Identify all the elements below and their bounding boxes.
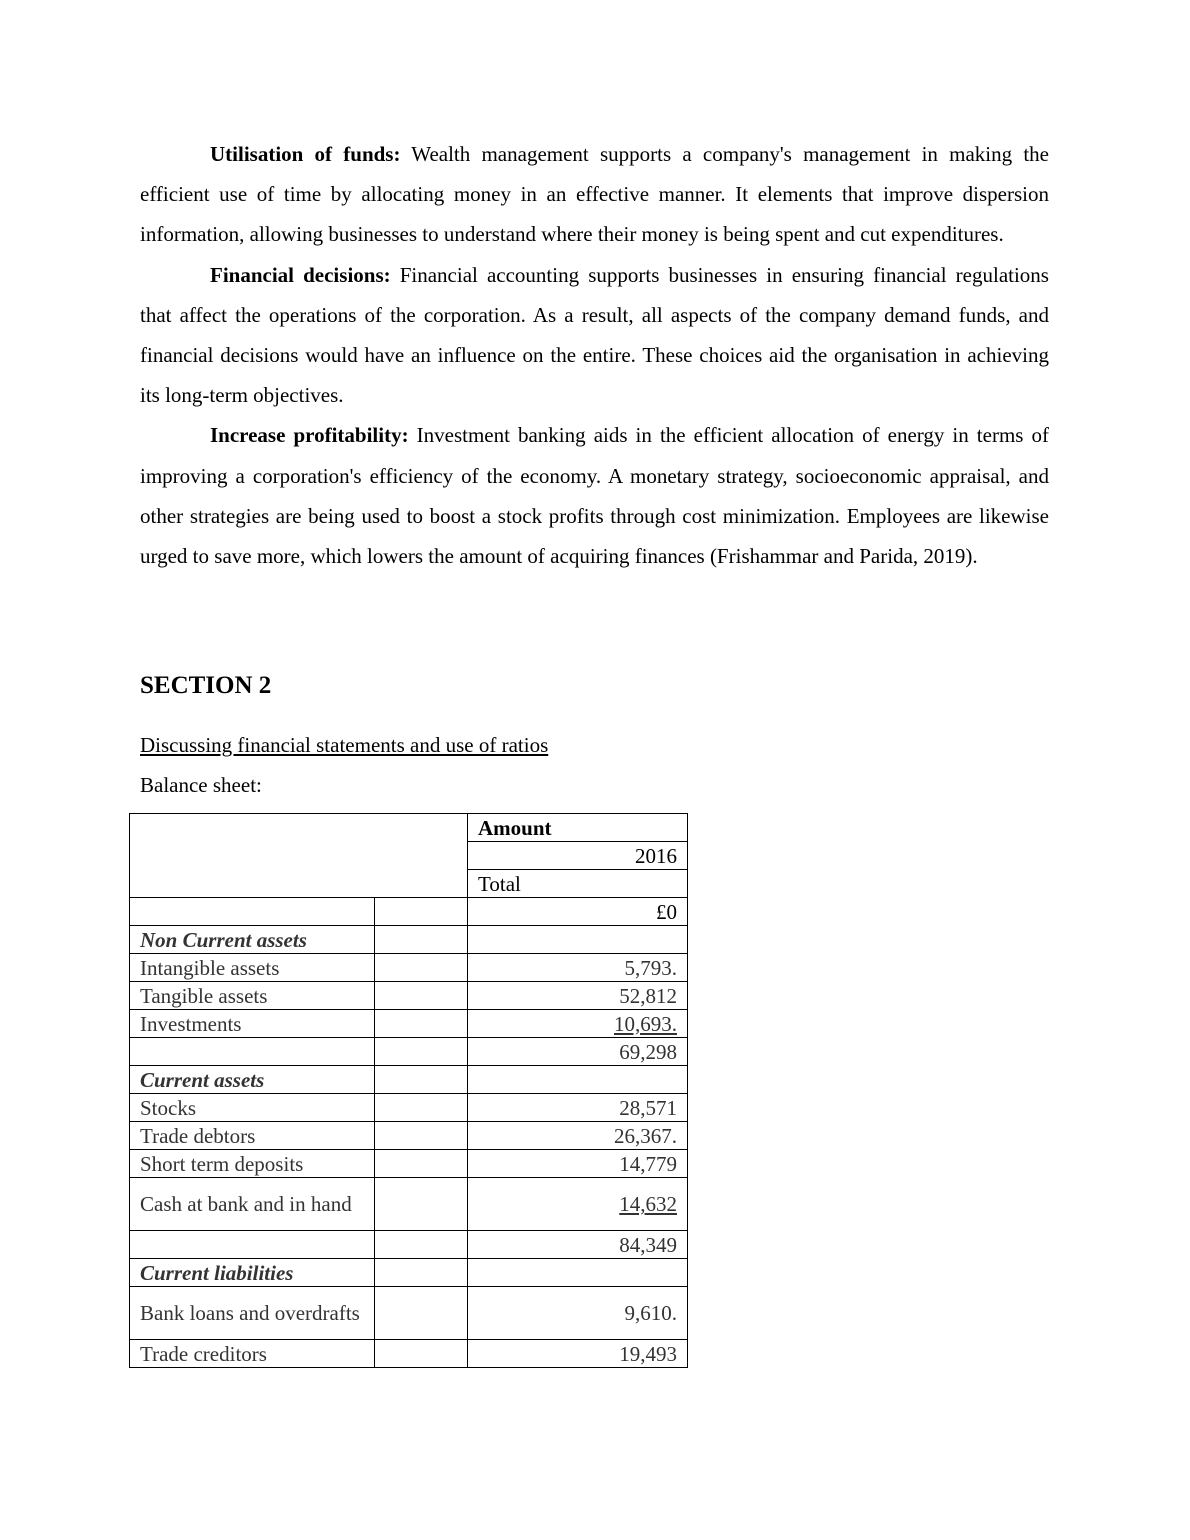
value-cell (468, 926, 688, 954)
section-heading: SECTION 2 (140, 672, 272, 699)
paragraph-text: Wealth management supports a company's management in making the efficient use of time by allocating money in an effective manner. It elements that improve dispersion information, allowing businesses to understand where their money is being spent and cut expenditures. (140, 142, 1049, 247)
category-label-cell: Non Current assets (130, 926, 375, 954)
table-row (130, 1231, 688, 1259)
blank-cell (375, 1038, 468, 1066)
blank-cell (375, 1259, 468, 1287)
value-cell (468, 1340, 688, 1368)
value-text: 5,793. (624, 955, 677, 980)
label-cell: Trade debtors (130, 1122, 375, 1150)
table-row (130, 1122, 688, 1150)
blank-cell (375, 1150, 468, 1178)
body-text (140, 134, 1049, 576)
year-header: 2016 (468, 842, 688, 870)
value-cell (468, 1122, 688, 1150)
paragraph-increase-profitability (140, 415, 1049, 576)
label-cell: Intangible assets (130, 954, 375, 982)
blank-cell (375, 1231, 468, 1259)
value-text: 19,493 (619, 1341, 677, 1366)
subheading: Discussing financial statements and use of ratios (140, 733, 549, 757)
label-cell: Bank loans and overdrafts (130, 1287, 375, 1340)
value-cell (468, 1287, 688, 1340)
table-row (130, 898, 688, 926)
category-label-cell: Current assets (130, 1066, 375, 1094)
table-row (130, 982, 688, 1010)
balance-sheet-table (129, 813, 688, 1368)
value-text: 26,367. (614, 1123, 677, 1148)
paragraph-utilisation-of-funds (140, 134, 1049, 255)
value-cell (468, 1231, 688, 1259)
paragraph-lead: Financial decisions: (210, 262, 391, 287)
paragraph-lead: Utilisation of funds: (210, 142, 401, 166)
label-cell (130, 898, 375, 926)
label-cell: Stocks (130, 1094, 375, 1122)
label-cell: Cash at bank and in hand (130, 1178, 375, 1231)
value-cell (468, 1259, 688, 1287)
value-text: 9,610. (624, 1301, 677, 1325)
amount-header: Amount (468, 814, 688, 842)
blank-cell (375, 1010, 468, 1038)
currency-cell: £0 (468, 898, 688, 926)
label-cell: Trade creditors (130, 1340, 375, 1368)
value-cell (468, 1094, 688, 1122)
table-row (130, 1150, 688, 1178)
table-row (130, 1010, 688, 1038)
table-row (130, 1340, 688, 1368)
blank-cell (375, 982, 468, 1010)
blank-cell (375, 926, 468, 954)
value-cell (468, 1038, 688, 1066)
value-text: 28,571 (619, 1095, 677, 1120)
blank-cell (375, 1122, 468, 1150)
table-caption: Balance sheet: (140, 773, 262, 797)
table-row (130, 1287, 688, 1340)
label-cell: Tangible assets (130, 982, 375, 1010)
table-row (130, 1066, 688, 1094)
value-cell (468, 1178, 688, 1231)
blank-cell (375, 1287, 468, 1340)
table-row (130, 954, 688, 982)
paragraph-lead: Increase profitability: (210, 423, 409, 448)
category-label-cell: Current liabilities (130, 1259, 375, 1287)
paragraph-financial-decisions (140, 255, 1049, 416)
label-cell: Short term deposits (130, 1150, 375, 1178)
blank-cell (375, 1178, 468, 1231)
label-cell: Investments (130, 1010, 375, 1038)
value-text: 69,298 (619, 1039, 677, 1064)
table-row (130, 1094, 688, 1122)
blank-cell (375, 1340, 468, 1368)
label-cell (130, 1038, 375, 1066)
value-text: 14,779 (619, 1151, 677, 1176)
paragraph-text: Investment banking aids in the efficient allocation of energy in terms of improving a corporation's efficiency of the economy. A monetary strategy, socioeconomic appraisal, and other strategies are being used to boost a stock profits through cost minimization. Employees are likewise urged to save more, which lowers the amount of acquiring finances (Frishammar and Parida, 2019). (140, 423, 1050, 569)
value-text: 84,349 (619, 1232, 677, 1257)
table-row (130, 1178, 688, 1231)
value-cell (468, 954, 688, 982)
value-text: 14,632 (619, 1192, 677, 1216)
blank-cell (375, 898, 468, 926)
value-cell (468, 1066, 688, 1094)
table-header-row (130, 814, 688, 842)
header-blank-cell (130, 814, 468, 898)
value-text: 10,693. (614, 1011, 677, 1036)
blank-cell (375, 1094, 468, 1122)
blank-cell (375, 1066, 468, 1094)
value-cell (468, 1010, 688, 1038)
label-cell (130, 1231, 375, 1259)
value-cell (468, 1150, 688, 1178)
value-text: 52,812 (619, 983, 677, 1008)
value-cell (468, 982, 688, 1010)
table-row (130, 926, 688, 954)
blank-cell (375, 954, 468, 982)
paragraph-text: Financial accounting supports businesses in ensuring financial regulations that affect the operations of the corporation. As a result, all aspects of the company demand funds, and financial decisions would have an influence on the entire. These choices aid the organisation in achieving its long-term objectives. (140, 262, 1049, 408)
table-row (130, 1038, 688, 1066)
total-header: Total (468, 870, 688, 898)
table-row (130, 1259, 688, 1287)
